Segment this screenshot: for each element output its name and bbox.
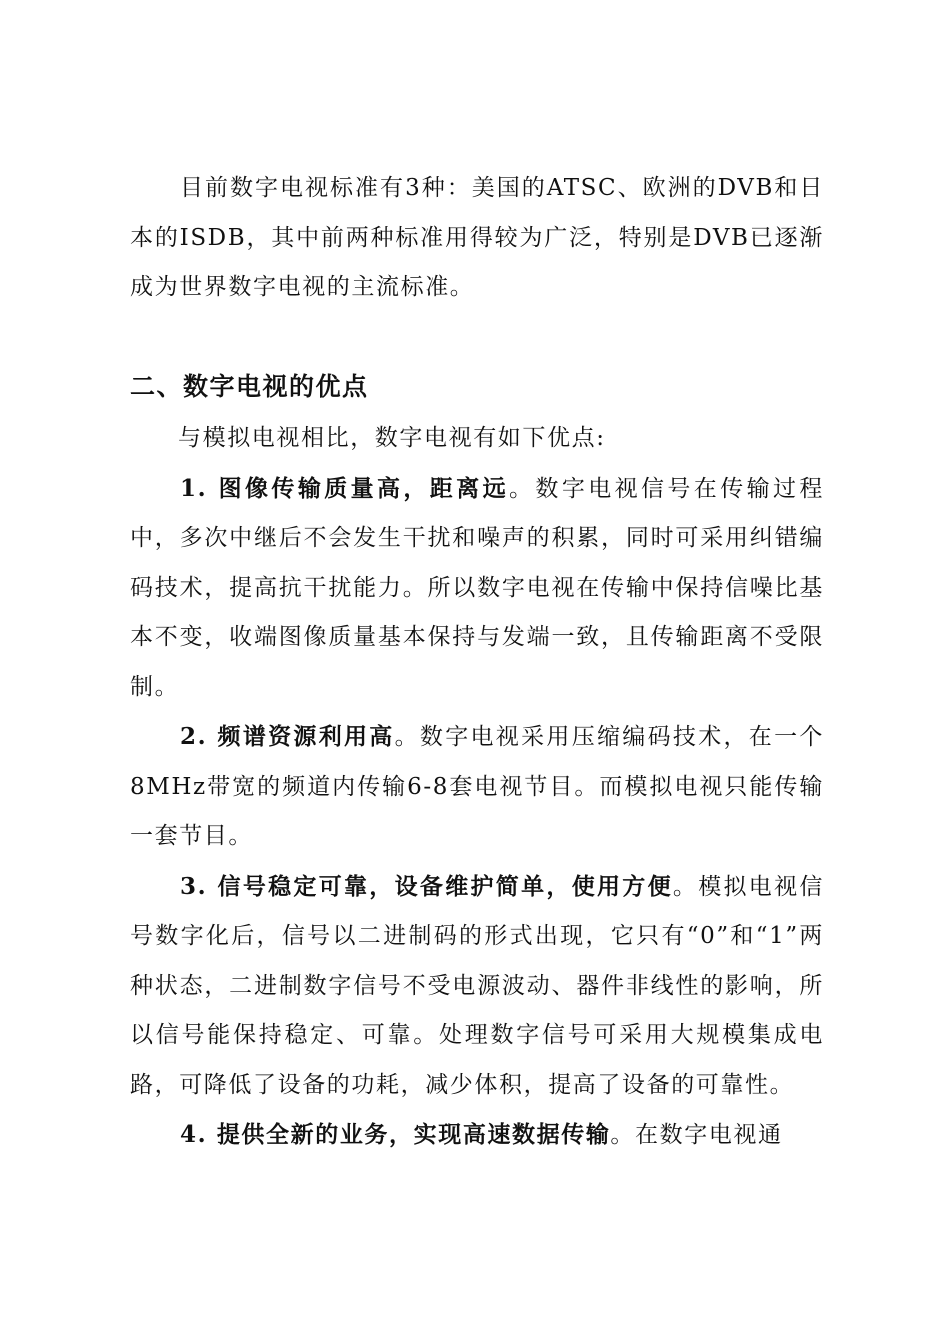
section-heading: 二、数字电视的优点	[130, 372, 369, 401]
advantage-item-3-heading: 3. 信号稳定可靠，设备维护简单，使用方便	[180, 872, 673, 900]
section-lead-paragraph: 与模拟电视相比，数字电视有如下优点:	[178, 425, 606, 451]
section-body	[130, 414, 824, 1161]
advantage-item-2-heading: 2. 频谱资源利用高	[180, 723, 395, 750]
advantage-item-3	[130, 862, 824, 1111]
advantage-item-1-text: 。数字电视信号在传输过程中，多次中继后不会发生干扰和噪声的积累，同时可采用纠错编码技术，提高抗干扰能力。所以数字电视在传输中保持信噪比基本不变，收端图像质量基本保持与发端一致，且传输距离不受限制。	[130, 475, 825, 700]
intro-paragraph: 目前数字电视标准有3种：美国的ATSC、欧洲的DVB和日本的ISDB，其中前两种标准用得较为广泛，特别是DVB已逐渐成为世界数字电视的主流标准。	[130, 175, 824, 300]
advantage-item-1	[130, 464, 824, 713]
advantage-item-2-text: 。数字电视采用压缩编码技术，在一个8MHz带宽的频道内传输6-8套电视节目。而模拟电视只能传输一套节目。	[130, 724, 824, 849]
advantage-item-4-heading: 4. 提供全新的业务，实现高速数据传输	[180, 1121, 611, 1148]
advantage-item-1-heading: 1. 图像传输质量高，距离远	[180, 474, 510, 502]
advantage-item-4	[130, 1110, 824, 1161]
advantage-item-2	[130, 712, 824, 862]
advantage-item-4-text: 。在数字电视通	[610, 1122, 783, 1148]
advantage-item-3-text: 。模拟电视信号数字化后，信号以二进制码的形式出现，它只有“0”和“1”两种状态，二进制数字信号不受电源波动、器件非线性的影响，所以信号能保持稳定、可靠。处理数字信号可采用大规模集成电路，可降低了设备的功耗，减少体积，提高了设备的可靠性。	[130, 873, 824, 1098]
